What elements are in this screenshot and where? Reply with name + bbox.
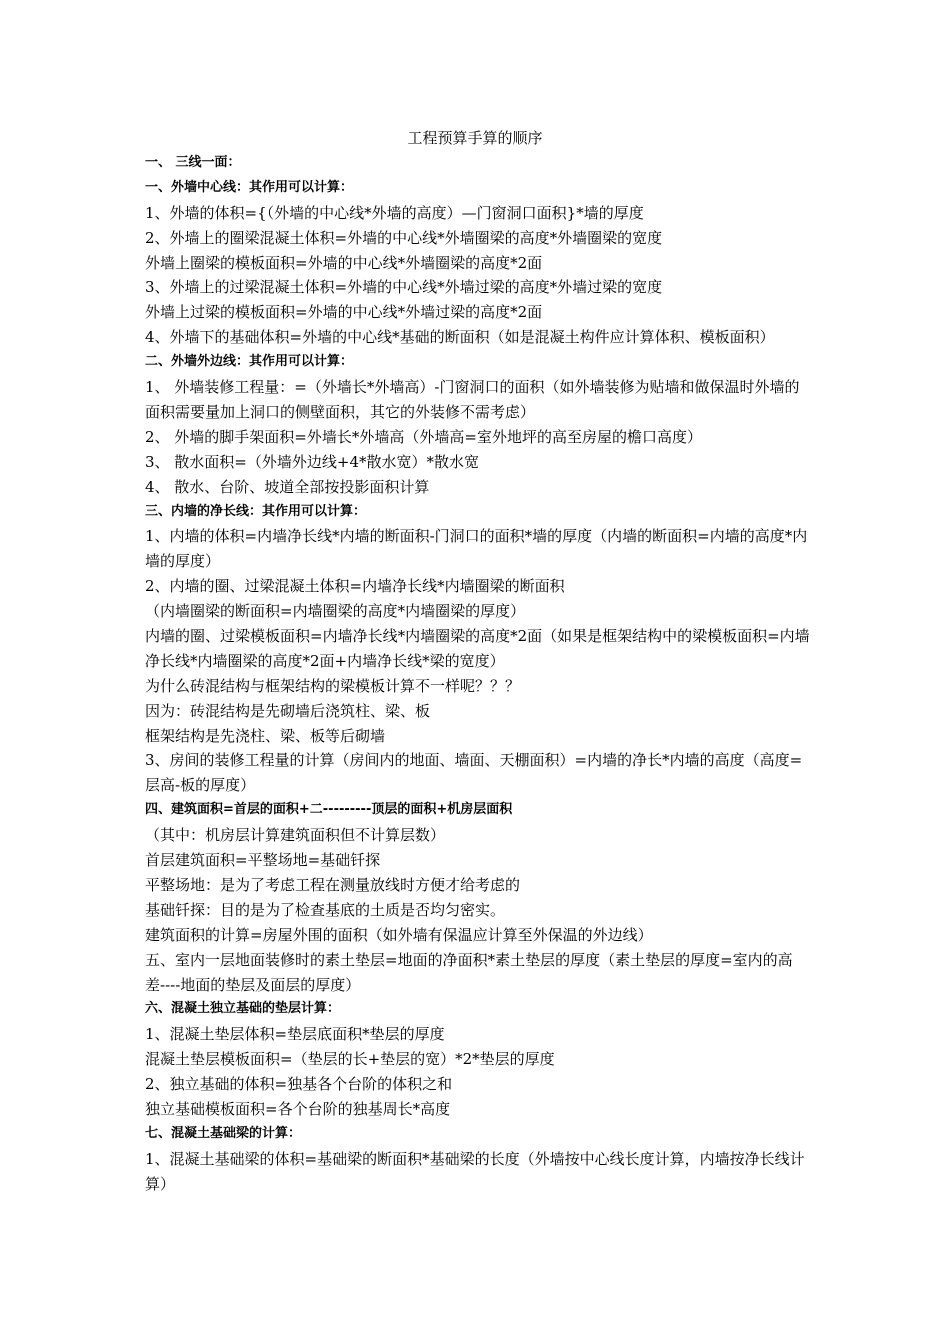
text-line: 2、外墙上的圈梁混凝土体积=外墙的中心线*外墙圈梁的高度*外墙圈梁的宽度 xyxy=(145,228,663,247)
text-line: 2、独立基础的体积=独基各个台阶的体积之和 xyxy=(145,1075,453,1094)
document-title: 工程预算手算的顺序 xyxy=(407,129,543,147)
text-line: 五、室内一层地面装修时的素土垫层=地面的净面积*素土垫层的厚度（素土垫层的厚度=室内的高差----地面的垫层及面层的厚度） xyxy=(145,950,793,994)
section-heading: 二、外墙外边线：其作用可以计算： xyxy=(145,354,354,370)
text-line: 4、外墙下的基础体积=外墙的中心线*基础的断面积（如是混凝土构件应计算体积、模板面积） xyxy=(145,328,775,347)
document-body xyxy=(145,151,810,1197)
section-heading: 一、外墙中心线：其作用可以计算： xyxy=(145,179,354,195)
section-heading: 七、混凝土基础梁的计算： xyxy=(145,1125,302,1141)
text-line: 为什么砖混结构与框架结构的梁模板计算不一样呢？？？ xyxy=(145,676,521,695)
text-line: 2、 外墙的脚手架面积=外墙长*外墙高（外墙高=室外地坪的高至房屋的檐口高度） xyxy=(145,427,702,446)
text-line: （内墙圈梁的断面积=内墙圈梁的高度*内墙圈梁的厚度） xyxy=(145,602,526,621)
text-line: 1、混凝土垫层体积=垫层底面积*垫层的厚度 xyxy=(145,1025,445,1044)
text-line: 独立基础模板面积=各个台阶的独基周长*高度 xyxy=(145,1100,451,1119)
text-line: 3、外墙上的过梁混凝土体积=外墙的中心线*外墙过梁的高度*外墙过梁的宽度 xyxy=(145,278,663,297)
text-line: 首层建筑面积=平整场地=基础钎探 xyxy=(145,851,381,870)
text-line: 3、房间的装修工程量的计算（房间内的地面、墙面、天棚面积）=内墙的净长*内墙的高度（高度=层高-板的厚度） xyxy=(145,751,803,795)
text-line: 外墙上圈梁的模板面积=外墙的中心线*外墙圈梁的高度*2面 xyxy=(145,253,543,272)
text-line: （其中：机房层计算建筑面积但不计算层数） xyxy=(145,826,446,845)
section-heading: 三、内墙的净长线：其作用可以计算： xyxy=(145,503,367,519)
text-line: 外墙上过梁的模板面积=外墙的中心线*外墙过梁的高度*2面 xyxy=(145,303,543,322)
text-line: 1、混凝土基础梁的体积=基础梁的断面积*基础梁的长度（外墙按中心线长度计算，内墙按净长线计算） xyxy=(145,1149,805,1193)
text-line: 平整场地：是为了考虑工程在测量放线时方便才给考虑的 xyxy=(145,875,521,894)
section-heading: 一、 三线一面： xyxy=(145,155,241,170)
text-line: 3、 散水面积=（外墙外边线+4*散水宽）*散水宽 xyxy=(145,452,479,471)
text-line: 1、 外墙装修工程量：=（外墙长*外墙高）-门窗洞口的面积（如外墙装修为贴墙和做保温时外墙的面积需要量加上洞口的侧壁面积，其它的外装修不需考虑） xyxy=(145,378,800,421)
text-line: 建筑面积的计算=房屋外围的面积（如外墙有保温应计算至外保温的外边线） xyxy=(145,925,653,944)
text-line: 4、 散水、台阶、坡道全部按投影面积计算 xyxy=(145,477,430,496)
text-line: 框架结构是先浇柱、梁、板等后砌墙 xyxy=(145,726,386,745)
text-line: 2、内墙的圈、过梁混凝土体积=内墙净长线*内墙圈梁的断面积 xyxy=(145,577,565,596)
section-heading: 四、建筑面积=首层的面积+二---------顶层的面积+机房层面积 xyxy=(145,802,513,818)
text-line: 1、内墙的体积=内墙净长线*内墙的断面积-门洞口的面积*墙的厚度（内墙的断面积=内墙的高度*内墙的厚度） xyxy=(145,527,808,571)
text-line: 混凝土垫层模板面积=（垫层的长+垫层的宽）*2*垫层的厚度 xyxy=(145,1050,555,1069)
section-heading: 六、混凝土独立基础的垫层计算： xyxy=(145,1001,341,1017)
text-line: 1、外墙的体积={（外墙的中心线*外墙的高度）—门窗洞口面积}*墙的厚度 xyxy=(145,203,644,222)
text-line: 基础钎探：目的是为了检查基底的土质是否均匀密实。 xyxy=(145,900,506,919)
text-line: 因为：砖混结构是先砌墙后浇筑柱、梁、板 xyxy=(145,701,431,720)
text-line: 内墙的圈、过梁模板面积=内墙净长线*内墙圈梁的高度*2面（如果是框架结构中的梁模板面积=内墙净长线*内墙圈梁的高度*2面+内墙净长线*梁的宽度） xyxy=(145,627,810,670)
